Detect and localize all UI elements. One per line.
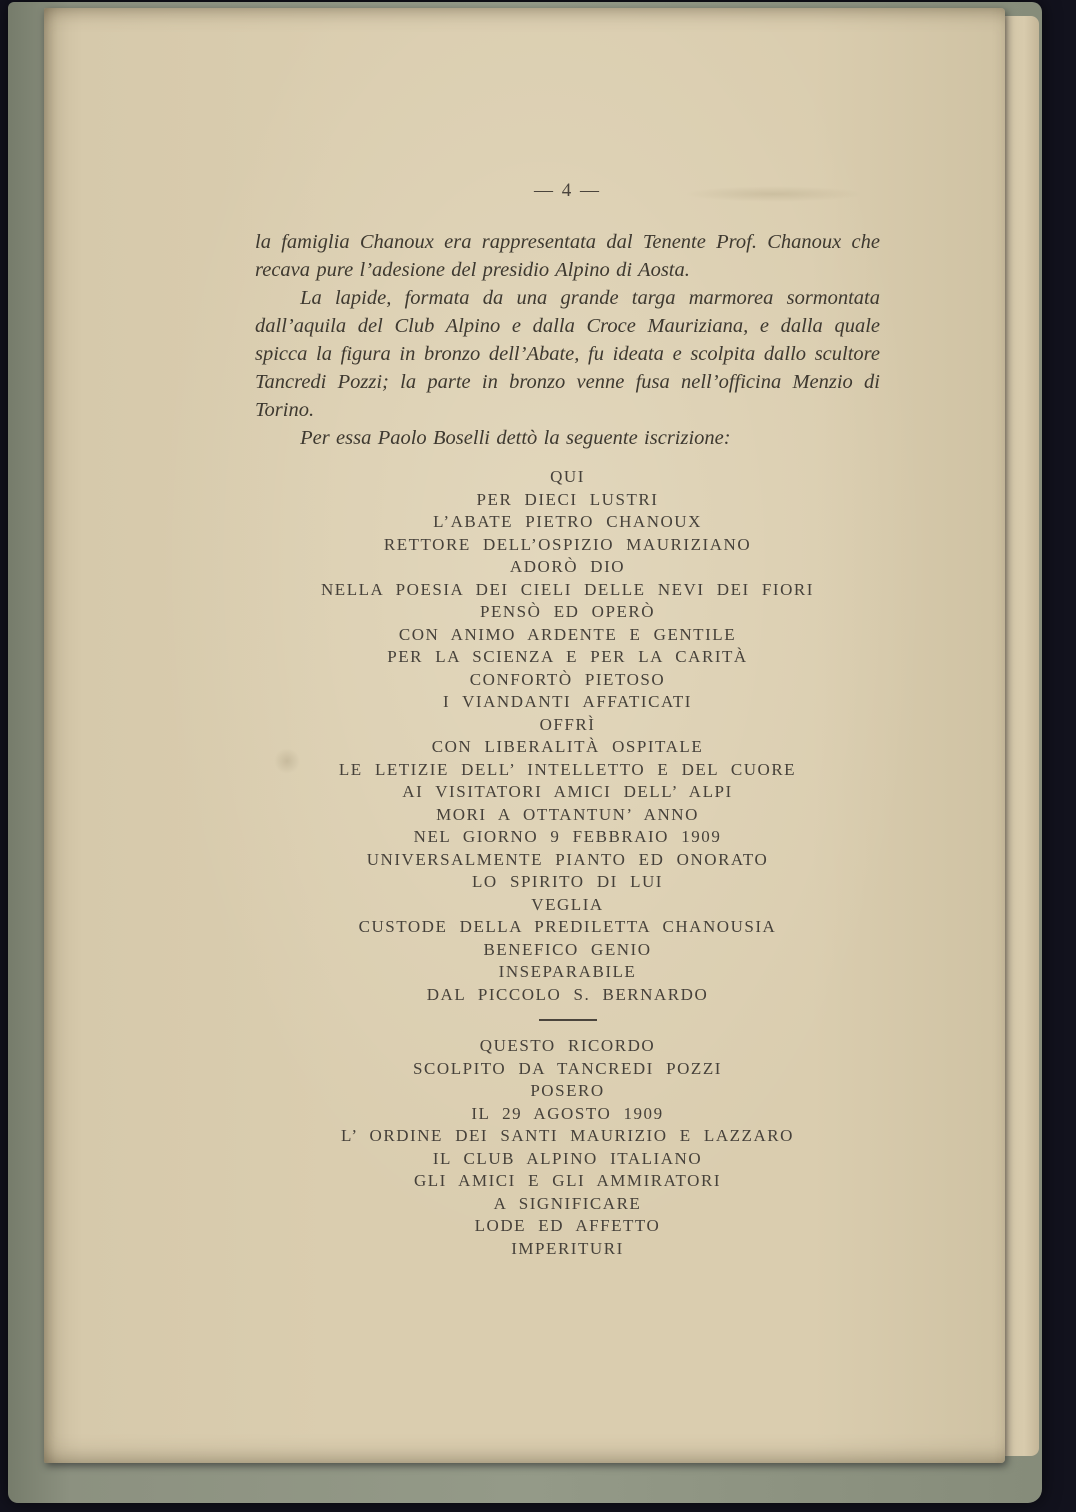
- page: [44, 8, 1005, 1463]
- paragraph: la famiglia Chanoux era rappresentata dal Tenente Prof. Chanoux che recava pure l’adesione del presidio Alpino di Aosta.: [255, 231, 880, 281]
- inscription-line: PENSÒ ED OPERÒ: [479, 602, 656, 621]
- inscription-line: CUSTODE DELLA PREDILETTA CHANOUSIA: [358, 917, 777, 936]
- dedication-line: SCOLPITO DA TANCREDI POZZI: [413, 1058, 722, 1078]
- inscription-line: LO SPIRITO DI LUI: [472, 872, 663, 891]
- inscription-line: BENEFICO GENIO: [483, 939, 652, 959]
- paragraph: La lapide, formata da una grande targa marmorea sormontata dall’aquila del Club Alpino e dalla Croce Mauriziana, e dalla quale spicca la figura in bronzo dell’Abate, fu ideata e scolpita dallo scultore Tancredi Pozzi; la parte in bronzo venne fusa nell’officina Menzio di Torino.: [255, 287, 880, 421]
- dedication-line: GLI AMICI E GLI AMMIRATORI: [413, 1171, 722, 1190]
- inscription-line: CON LIBERALITÀ OSPITALE: [431, 737, 704, 756]
- dedication-line: IL 29 AGOSTO 1909: [471, 1103, 664, 1123]
- dedication-line: IL CLUB ALPINO ITALIANO: [432, 1148, 703, 1168]
- inscription-line: NELLA POESIA DEI CIELI DELLE NEVI DEI FIORI: [321, 579, 814, 599]
- inscription-line: DAL PICCOLO S. BERNARDO: [426, 984, 709, 1004]
- inscription-line: QUI: [550, 467, 585, 486]
- inscription-line: OFFRÌ: [539, 714, 596, 734]
- page-number: — 4 —: [534, 180, 601, 201]
- divider-rule: [539, 1019, 597, 1021]
- inscription-block: [255, 466, 880, 1006]
- inscription-line: UNIVERSALMENTE PIANTO ED ONORATO: [366, 849, 769, 869]
- inscription-line: RETTORE DELL’OSPIZIO MAURIZIANO: [383, 534, 752, 554]
- inscription-line: PER LA SCIENZA E PER LA CARITÀ: [387, 647, 748, 666]
- inscription-line: INSEPARABILE: [498, 962, 637, 981]
- inscription-line: CONFORTÒ PIETOSO: [469, 669, 666, 689]
- dedication-line: LODE ED AFFETTO: [474, 1216, 661, 1235]
- inscription-line: CON ANIMO ARDENTE E GENTILE: [398, 624, 737, 644]
- paragraph: Per essa Paolo Boselli dettò la seguente iscrizione:: [300, 427, 731, 449]
- inscription-line: LE LETIZIE DELL’ INTELLETTO E DEL CUORE: [338, 759, 797, 779]
- dedication-line: QUESTO RICORDO: [479, 1036, 656, 1055]
- inscription-line: VEGLIA: [531, 894, 604, 914]
- body-paragraphs: [255, 228, 880, 452]
- inscription-line: I VIANDANTI AFFATICATI: [442, 692, 692, 711]
- dedication-line: A SIGNIFICARE: [493, 1193, 642, 1213]
- inscription-line: AI VISITATORI AMICI DELL’ ALPI: [402, 782, 733, 801]
- inscription-line: ADORÒ DIO: [509, 557, 626, 576]
- inscription-line: PER DIECI LUSTRI: [476, 489, 659, 509]
- dedication-line: POSERO: [530, 1081, 605, 1100]
- underlying-page-edge: [1002, 16, 1039, 1456]
- dedication-line: L’ ORDINE DEI SANTI MAURIZIO E LAZZARO: [341, 1126, 794, 1145]
- inscription-line: NEL GIORNO 9 FEBBRAIO 1909: [413, 827, 722, 846]
- dedication-line: IMPERITURI: [511, 1238, 624, 1258]
- inscription-line: L’ABATE PIETRO CHANOUX: [433, 512, 702, 531]
- dedication-block: [255, 1035, 880, 1260]
- inscription-line: MORI A OTTANTUN’ ANNO: [436, 804, 699, 824]
- page-content: [44, 8, 1005, 1260]
